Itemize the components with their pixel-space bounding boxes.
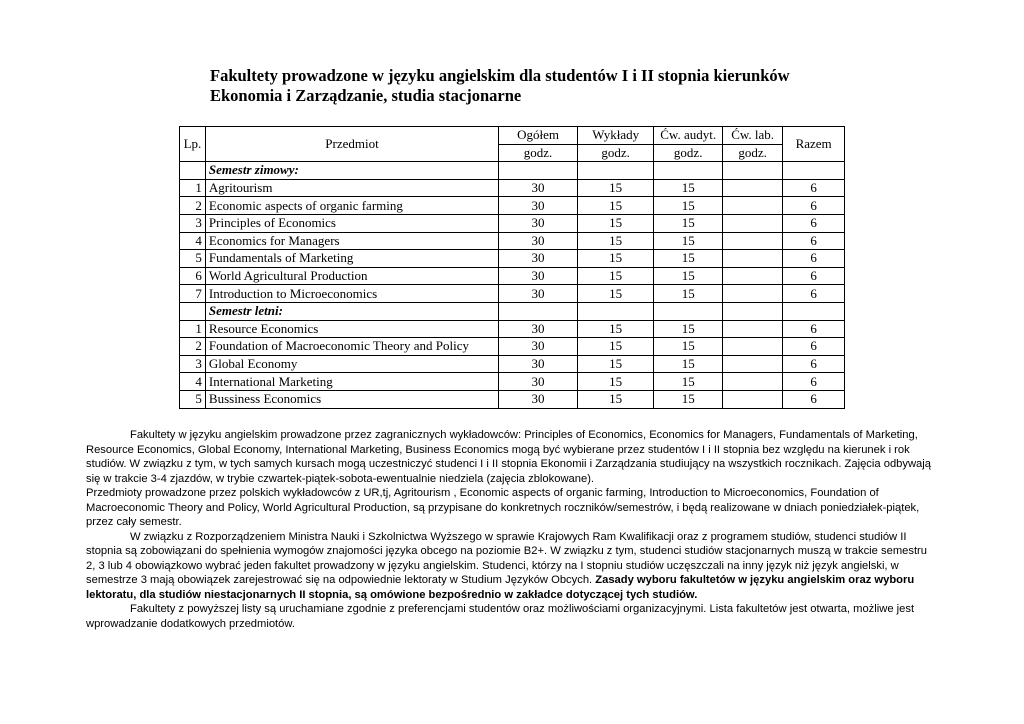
row-lab (722, 338, 782, 356)
row-lectures: 15 (577, 214, 653, 232)
row-lab (722, 214, 782, 232)
row-lp: 7 (180, 285, 206, 303)
row-total: 30 (499, 390, 578, 408)
document-title (210, 66, 910, 106)
row-lectures: 15 (577, 232, 653, 250)
row-subject: Principles of Economics (205, 214, 498, 232)
semester-label: Semestr letni: (205, 302, 498, 320)
row-sum: 6 (783, 179, 845, 197)
row-subject: Foundation of Macroeconomic Theory and Policy (205, 338, 498, 356)
row-sum: 6 (783, 250, 845, 268)
row-lab (722, 197, 782, 215)
row-sum: 6 (783, 214, 845, 232)
row-lectures: 15 (577, 373, 653, 391)
semester-label: Semestr zimowy: (205, 162, 498, 180)
table-row (180, 320, 845, 338)
courses-table (179, 126, 845, 409)
row-total: 30 (499, 338, 578, 356)
note-paragraph-3 (86, 530, 936, 603)
header-row (180, 127, 845, 145)
semester-row (180, 302, 845, 320)
row-total: 30 (499, 214, 578, 232)
table-row (180, 197, 845, 215)
row-lp: 2 (180, 197, 206, 215)
row-total: 30 (499, 355, 578, 373)
row-sum: 6 (783, 267, 845, 285)
row-lectures: 15 (577, 267, 653, 285)
row-total: 30 (499, 285, 578, 303)
empty-cell (180, 162, 206, 180)
row-lp: 1 (180, 179, 206, 197)
header-total: Ogółem (499, 127, 578, 145)
row-lab (722, 285, 782, 303)
note-paragraph-3-text: W związku z Rozporządzeniem Ministra Nauki i Szkolnictwa Wyższego w sprawie Krajowych Ram Kwalifikacji oraz z programem studiów, studenci studiów II stopnia są zobowiązani do spełnienia wymogów znajomości języka obcego na poziomie B2+. W związku z tym, studenci studiów stacjonarnych muszą w trakcie semestru 2, 3 lub 4 obowiązkowo wybrać jeden fakultet prowadzony w języku angielskim. Studenci, którzy na I stopniu studiów uczęszczali na inny język niż język angielski, w semestrze 3 mają obowiązek zarejestrować się na odpowiednie lektoraty w Studium Języków Obcych. (86, 530, 928, 586)
table-row (180, 179, 845, 197)
title-line-2: Ekonomia i Zarządzanie, studia stacjonarne (210, 86, 522, 105)
table-row (180, 285, 845, 303)
header-unit: godz. (577, 144, 653, 162)
row-sum: 6 (783, 373, 845, 391)
header-unit: godz. (499, 144, 578, 162)
empty-cell (654, 302, 723, 320)
empty-cell (577, 162, 653, 180)
row-lp: 3 (180, 214, 206, 232)
row-lab (722, 373, 782, 391)
header-unit: godz. (654, 144, 723, 162)
row-subject: Global Economy (205, 355, 498, 373)
row-lectures: 15 (577, 355, 653, 373)
empty-cell (722, 302, 782, 320)
empty-cell (654, 162, 723, 180)
row-audit: 15 (654, 373, 723, 391)
row-audit: 15 (654, 232, 723, 250)
row-lab (722, 267, 782, 285)
row-audit: 15 (654, 214, 723, 232)
row-sum: 6 (783, 285, 845, 303)
note-paragraph-4: Fakultety z powyższej listy są uruchamiane zgodnie z preferencjami studentów oraz możliwościami organizacyjnymi. Lista fakultetów jest otwarta, możliwe jest wprowadzanie dodatkowych przedmiotów. (86, 603, 915, 630)
row-sum: 6 (783, 197, 845, 215)
row-lp: 5 (180, 390, 206, 408)
header-sum: Razem (783, 127, 845, 162)
note-paragraph-2: Przedmioty prowadzone przez polskich wykładowców z UR,tj, Agritourism , Economic aspects of organic farming, Introduction to Microeconomics, Foundation of Macroeconomic Theory and Policy, World Agricultural Production, są przypisane do konkretnych roczników/semestrów, i będą realizowane w dniach poniedziałek-piątek, przez cały semestr. (86, 487, 920, 528)
row-audit: 15 (654, 390, 723, 408)
row-lab (722, 320, 782, 338)
header-subject: Przedmiot (205, 127, 498, 162)
row-lab (722, 390, 782, 408)
row-subject: Introduction to Microeconomics (205, 285, 498, 303)
empty-cell (722, 162, 782, 180)
row-subject: Economic aspects of organic farming (205, 197, 498, 215)
header-lab: Ćw. lab. (722, 127, 782, 145)
header-lp: Lp. (180, 127, 206, 162)
empty-cell (783, 302, 845, 320)
semester-row (180, 162, 845, 180)
row-lp: 4 (180, 373, 206, 391)
row-lectures: 15 (577, 390, 653, 408)
header-audit: Ćw. audyt. (654, 127, 723, 145)
row-lp: 4 (180, 232, 206, 250)
row-subject: Bussiness Economics (205, 390, 498, 408)
row-subject: International Marketing (205, 373, 498, 391)
row-lectures: 15 (577, 250, 653, 268)
table-row (180, 338, 845, 356)
row-total: 30 (499, 179, 578, 197)
row-sum: 6 (783, 232, 845, 250)
row-lectures: 15 (577, 179, 653, 197)
row-lab (722, 232, 782, 250)
empty-cell (499, 302, 578, 320)
row-lectures: 15 (577, 338, 653, 356)
row-lab (722, 355, 782, 373)
note-paragraph-3-bold: Zasady wyboru fakultetów w języku angielskim oraz wyboru lektoratu, dla studiów niestacjonarnych II stopnia, są omówione bezpośrednio w zakładce dotyczącej tych studiów. (86, 574, 915, 601)
table-row (180, 373, 845, 391)
row-total: 30 (499, 197, 578, 215)
table-row (180, 267, 845, 285)
row-audit: 15 (654, 267, 723, 285)
row-lectures: 15 (577, 285, 653, 303)
table-row (180, 390, 845, 408)
title-line-1: Fakultety prowadzone w języku angielskim dla studentów I i II stopnia kierunków (210, 66, 790, 85)
row-lp: 1 (180, 320, 206, 338)
row-audit: 15 (654, 197, 723, 215)
row-audit: 15 (654, 179, 723, 197)
row-total: 30 (499, 267, 578, 285)
table-row (180, 250, 845, 268)
row-audit: 15 (654, 250, 723, 268)
empty-cell (577, 302, 653, 320)
header-unit: godz. (722, 144, 782, 162)
row-subject: Agritourism (205, 179, 498, 197)
row-lp: 3 (180, 355, 206, 373)
row-sum: 6 (783, 355, 845, 373)
row-lab (722, 250, 782, 268)
row-lp: 2 (180, 338, 206, 356)
row-audit: 15 (654, 285, 723, 303)
row-sum: 6 (783, 338, 845, 356)
row-audit: 15 (654, 355, 723, 373)
row-lectures: 15 (577, 197, 653, 215)
table-row (180, 214, 845, 232)
row-total: 30 (499, 250, 578, 268)
row-lab (722, 179, 782, 197)
row-sum: 6 (783, 320, 845, 338)
row-total: 30 (499, 373, 578, 391)
row-lp: 6 (180, 267, 206, 285)
empty-cell (499, 162, 578, 180)
note-paragraph-1: Fakultety w języku angielskim prowadzone przez zagranicznych wykładowców: Principles of Economics, Economics for Managers, Fundamentals of Marketing, Resource Economics, Global Economy, International Marketing, Business Economics mogą być wybierane przez studentów I i II stopnia bez względu na kierunek i rok studiów. W związku z tym, w tych samych kursach mogą uczestniczyć studenci I i II stopnia Ekonomii i Zarządzania studiujący na wszystkich rocznikach. Zajęcia odbywają się w trakcie 3-4 zjazdów, w trybie czwartek-piątek-sobota-ewentualnie niedziela (zajęcia zblokowane). (86, 429, 931, 485)
header-lectures: Wykłady (577, 127, 653, 145)
table-row (180, 232, 845, 250)
empty-cell (783, 162, 845, 180)
row-audit: 15 (654, 320, 723, 338)
row-total: 30 (499, 232, 578, 250)
empty-cell (180, 302, 206, 320)
row-subject: Fundamentals of Marketing (205, 250, 498, 268)
row-sum: 6 (783, 390, 845, 408)
table-row (180, 355, 845, 373)
row-subject: World Agricultural Production (205, 267, 498, 285)
row-subject: Economics for Managers (205, 232, 498, 250)
notes-section (86, 428, 936, 631)
row-total: 30 (499, 320, 578, 338)
row-lp: 5 (180, 250, 206, 268)
row-subject: Resource Economics (205, 320, 498, 338)
row-lectures: 15 (577, 320, 653, 338)
row-audit: 15 (654, 338, 723, 356)
